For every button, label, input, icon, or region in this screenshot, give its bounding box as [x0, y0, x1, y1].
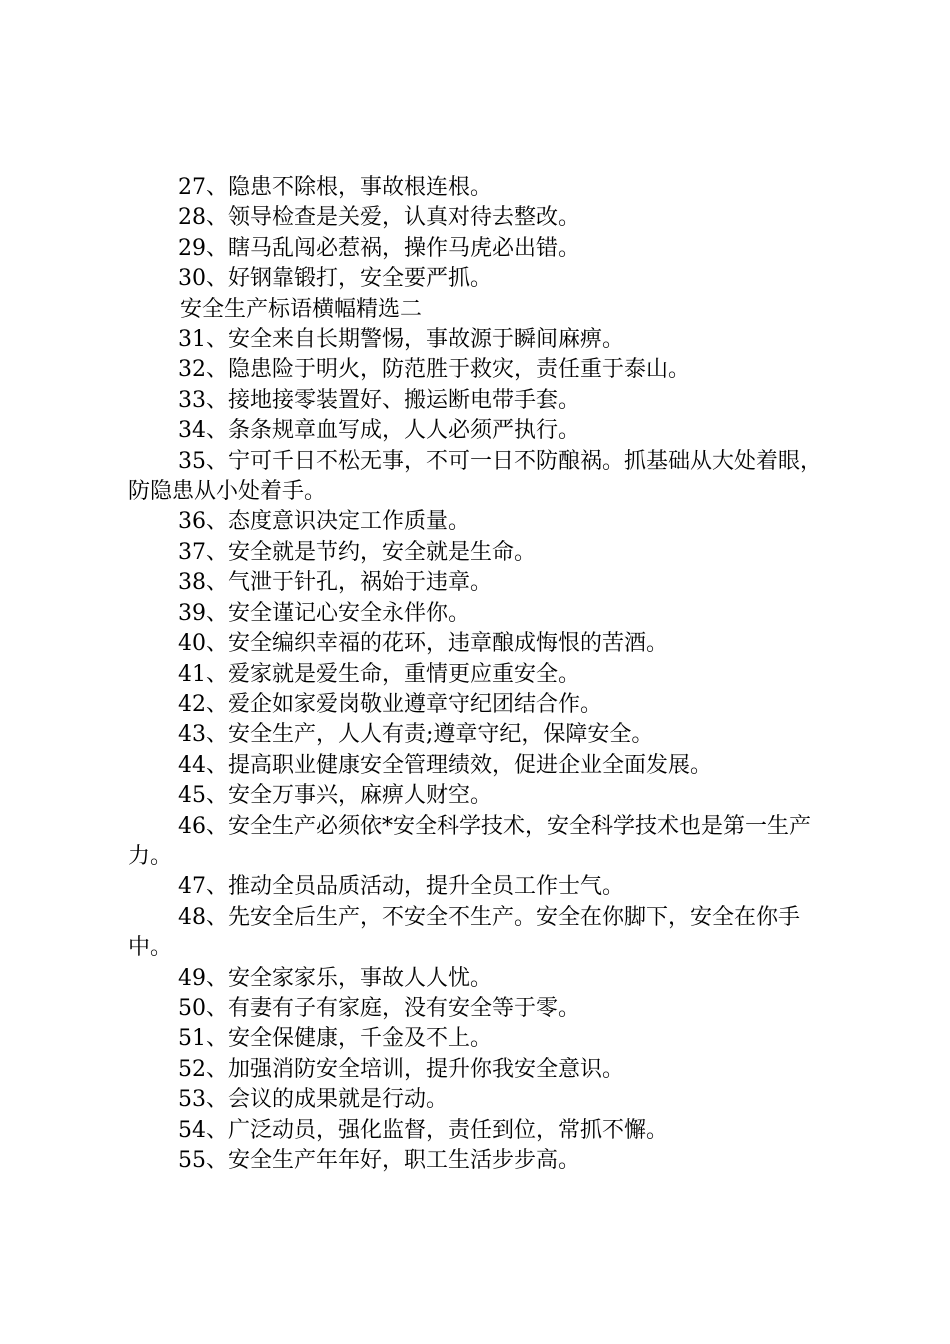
slogan-30: 30、好钢靠锻打，安全要严抓。	[178, 266, 492, 292]
slogan-54: 54、广泛动员，强化监督，责任到位，常抓不懈。	[178, 1117, 668, 1143]
slogan-39: 39、安全谨记心安全永伴你。	[178, 600, 470, 626]
slogan-36: 36、态度意识决定工作质量。	[178, 509, 470, 535]
slogan-28: 28、领导检查是关爱，认真对待去整改。	[178, 205, 580, 231]
slogan-44: 44、提高职业健康安全管理绩效，促进企业全面发展。	[178, 752, 712, 778]
slogan-46: 46、安全生产必须依*安全科学技术，安全科学技术也是第一生产力。	[128, 813, 811, 869]
slogan-49: 49、安全家家乐，事故人人忧。	[178, 965, 492, 991]
slogan-45: 45、安全万事兴，麻痹人财空。	[178, 783, 492, 809]
slogan-34: 34、条条规章血写成，人人必须严执行。	[178, 418, 580, 444]
slogan-27: 27、隐患不除根，事故根连根。	[178, 175, 492, 200]
slogan-37: 37、安全就是节约，安全就是生命。	[178, 539, 536, 565]
slogan-35: 35、宁可千日不松无事，不可一日不防酿祸。抓基础从大处着眼，防隐患从小处着手。	[128, 448, 822, 505]
slogan-32: 32、隐患险于明火，防范胜于救灾，责任重于泰山。	[178, 357, 690, 383]
slogan-48: 48、先安全后生产，不安全不生产。安全在你脚下，安全在你手中。	[128, 904, 800, 961]
slogan-50: 50、有妻有子有家庭，没有安全等于零。	[178, 995, 580, 1021]
slogan-29: 29、瞎马乱闯必惹祸，操作马虎必出错。	[178, 235, 580, 261]
slogan-53: 53、会议的成果就是行动。	[178, 1087, 448, 1113]
slogan-38: 38、气泄于针孔，祸始于违章。	[178, 570, 492, 596]
document-body	[128, 173, 832, 1176]
slogan-40: 40、安全编织幸福的花环，违章酿成悔恨的苦酒。	[178, 631, 668, 657]
slogan-31: 31、安全来自长期警惕，事故源于瞬间麻痹。	[178, 327, 624, 353]
slogan-41: 41、爱家就是爱生命，重情更应重安全。	[178, 661, 580, 687]
slogan-43: 43、安全生产，人人有责;遵章守纪，保障安全。	[178, 722, 654, 748]
slogan-51: 51、安全保健康，千金及不上。	[178, 1026, 492, 1052]
slogan-52: 52、加强消防安全培训，提升你我安全意识。	[178, 1056, 624, 1082]
slogan-33: 33、接地接零装置好、搬运断电带手套。	[178, 387, 580, 413]
section-heading: 安全生产标语横幅精选二	[180, 296, 423, 322]
slogan-47: 47、推动全员品质活动，提升全员工作士气。	[178, 874, 624, 900]
slogan-42: 42、爱企如家爱岗敬业遵章守纪团结合作。	[178, 691, 602, 717]
slogan-55: 55、安全生产年年好，职工生活步步高。	[178, 1148, 580, 1173]
